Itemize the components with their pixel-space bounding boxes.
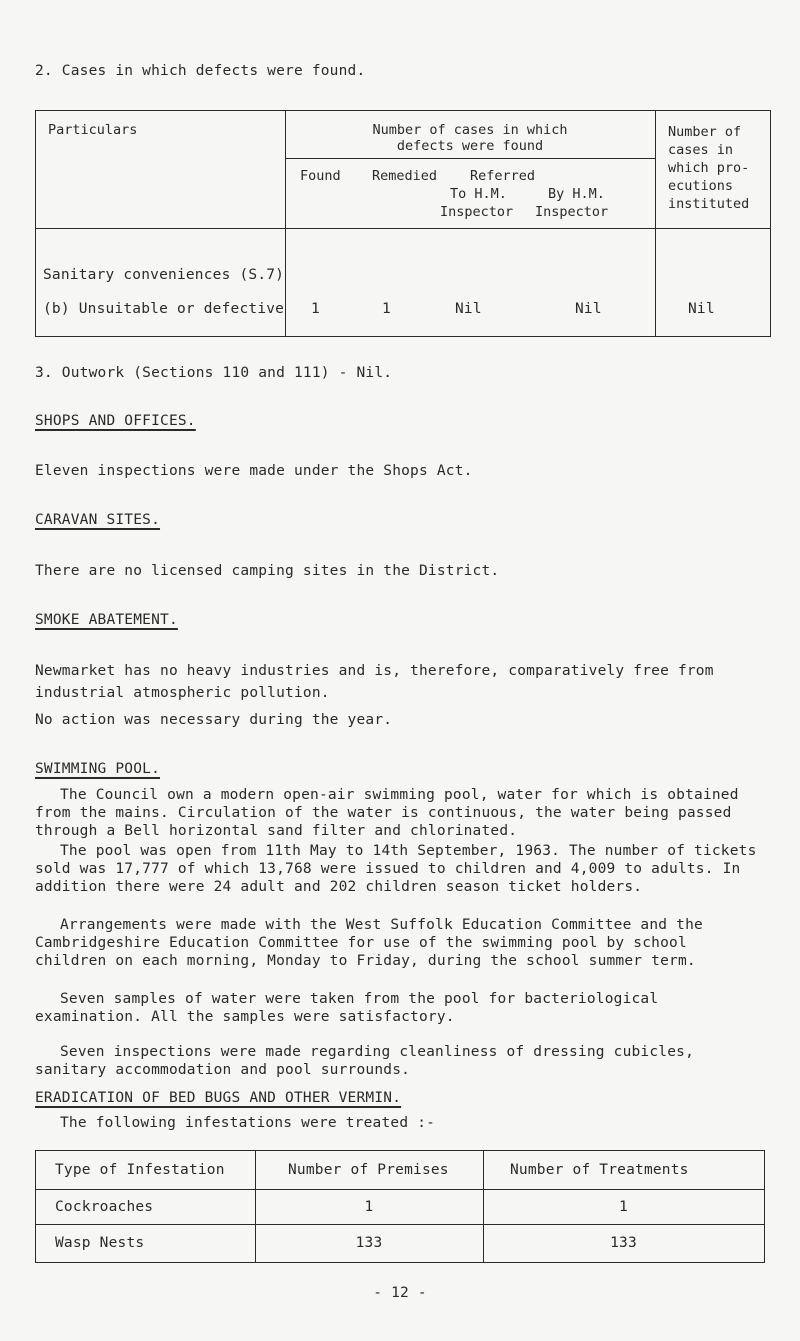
subheader-found: Found [300,168,341,184]
subheader-referred: Referred [470,168,536,184]
smoke-text-2: No action was necessary during the year. [35,712,393,728]
table-border-top [35,110,771,111]
table-border-left [35,110,36,336]
subheader-to-hm: To H.M. [450,186,507,202]
inf-header-treatments: Number of Treatments [510,1162,689,1178]
inf-header-premises: Number of Premises [288,1162,449,1178]
row-found: 1 [311,301,320,317]
header-particulars: Particulars [48,122,138,138]
inf-border-right [764,1150,765,1262]
inf-row2-treatments: 133 [610,1235,637,1251]
inf-row2-premises: 133 [355,1235,383,1251]
caravan-heading: CARAVAN SITES. [35,512,161,528]
inf-border-top [35,1150,765,1151]
eradication-heading: ERADICATION OF BED BUGS AND OTHER VERMIN. [35,1090,402,1106]
swimming-para-5: Seven inspections were made regarding cleanliness of dressing cubicles, sanitary accommodation and pool surrounds. [35,1044,695,1078]
section-2-heading: 2. Cases in which defects were found. [35,63,366,79]
inf-header-type: Type of Infestation [55,1162,225,1178]
table-header-bottom [35,228,771,229]
inf-border-bottom [35,1262,765,1263]
swimming-para-2: The pool was open from 11th May to 14th September, 1963. The number of tickets sold was 17,777 of which 13,768 were issued to children and 4,009 to adults. In addition there were 24 adult and 202 children season ticket holders. [35,843,757,895]
row-label-line2: (b) Unsuitable or defective [43,301,285,317]
swimming-para-3: Arrangements were made with the West Suffolk Education Committee and the Cambridgeshire Education Committee for use of the swimming pool by school children on each morning, Monday to Friday, during the school summer term. [35,917,703,969]
inf-row1-treatments: 1 [619,1199,628,1215]
header-defects-line2: defects were found [396,138,544,154]
page-number: - 12 - [373,1285,427,1301]
inf-border-left [35,1150,36,1262]
table-divider-2 [655,110,656,336]
shops-heading: SHOPS AND OFFICES. [35,413,196,429]
table-border-bottom [35,336,771,337]
header-prosecutions-3: which pro- [668,160,750,176]
subheader-remedied: Remedied [372,168,438,184]
subheader-by-hm: By H.M. [548,186,605,202]
shops-text: Eleven inspections were made under the Shops Act. [35,463,473,479]
row-label-line1: Sanitary conveniences (S.7) [43,267,285,283]
header-prosecutions-4: ecutions [668,178,734,194]
subheader-inspector-1: Inspector [440,204,514,220]
inf-row2-type: Wasp Nests [55,1235,145,1251]
smoke-heading: SMOKE ABATEMENT. [35,612,178,628]
inf-row1-premises: 1 [364,1199,374,1215]
swimming-heading: SWIMMING POOL. [35,761,161,777]
smoke-text-1: Newmarket has no heavy industries and is, therefore, comparatively free from industrial atmospheric pollution. [35,663,714,701]
row-prosecutions: Nil [688,301,715,317]
eradication-intro: The following infestations were treated :- [60,1115,436,1131]
row-remedied: 1 [382,301,391,317]
row-to-hm: Nil [455,301,482,317]
header-prosecutions-2: cases in [668,142,734,158]
caravan-text: There are no licensed camping sites in the District. [35,563,500,579]
outwork-line: 3. Outwork (Sections 110 and 111) - Nil. [35,365,393,381]
table-subheader-line [285,158,655,159]
header-defects-line1: Number of cases in which [372,122,568,138]
swimming-para-4: Seven samples of water were taken from the pool for bacteriological examination. All the samples were satisfactory. [35,991,659,1025]
subheader-inspector-2: Inspector [535,204,609,220]
header-prosecutions-5: instituted [668,196,750,212]
inf-row-divider [35,1224,765,1225]
header-prosecutions-1: Number of [668,124,742,140]
row-by-hm: Nil [575,301,602,317]
inf-header-bottom [35,1189,765,1190]
swimming-para-1: The Council own a modern open-air swimming pool, water for which is obtained from the mains. Circulation of the water is continuous, the water being passed through a Bell horizontal sand filter and chlorinated. [35,787,739,839]
inf-row1-type: Cockroaches [55,1199,154,1215]
table-border-right [770,110,771,336]
